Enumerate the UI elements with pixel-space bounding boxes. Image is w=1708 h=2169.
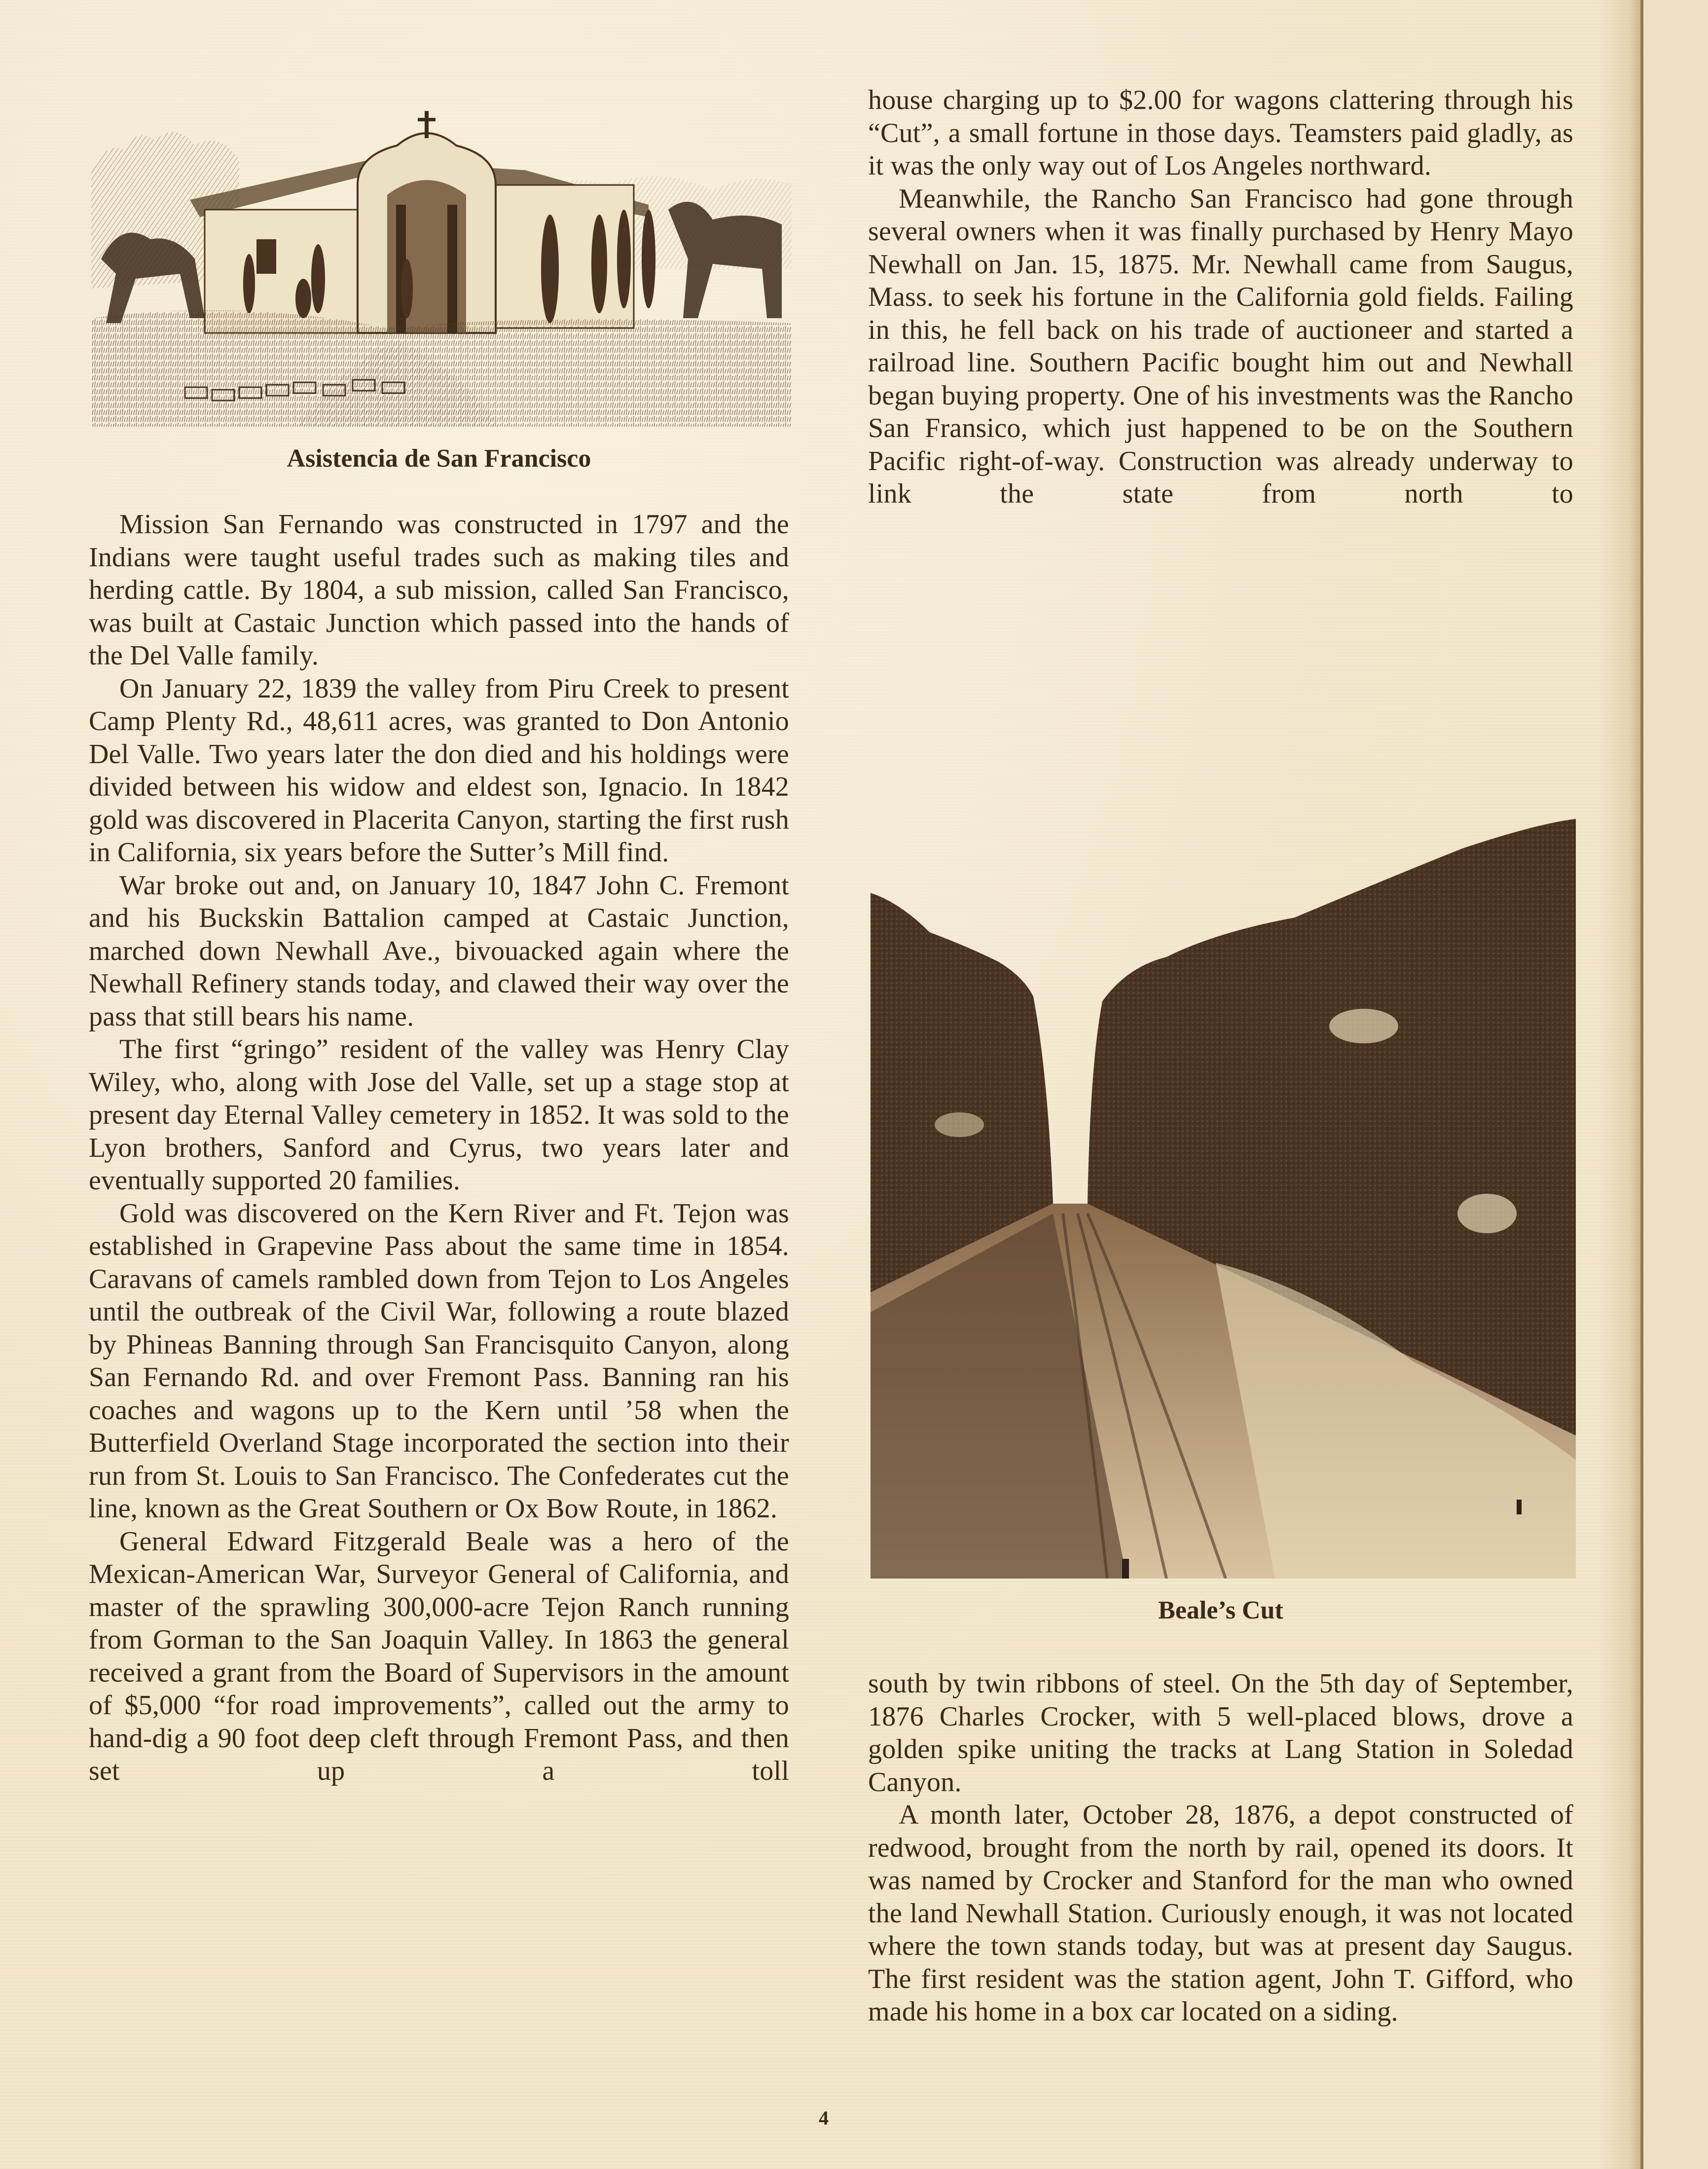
page-fold-shadow xyxy=(1598,0,1642,2169)
paragraph: Meanwhile, the Rancho San Francisco had gone through several owners when it was finally purchased by Henry Mayo Newhall on Jan. 15, 1875. Mr. Newhall came from Saugus, Mass. to seek his fortune in the California gold fields. Failing in this, he fell back on his trade of auctioneer and started a railroad line. Southern Pacific bought him out and Newhall began buying property. One of his investments was the Rancho San Fransico, which just happened to be on the Southern Pacific right-of-way. Construction was already underway to link the state from north to xyxy=(868,183,1573,509)
right-column-bottom-text xyxy=(868,1667,1573,2028)
cross-icon xyxy=(425,111,429,138)
paragraph: On January 22, 1839 the valley from Piru Creek to present Camp Plenty Rd., 48,611 acres, was granted to Don Antonio Del Valle. Two years later the don died and his holdings were divided between his widow and eldest son, Ignacio. In 1842 gold was discovered in Placerita Canyon, starting the first rush in California, six years before the Sutter’s Mill find. xyxy=(89,673,789,868)
right-column-top-text xyxy=(868,84,1573,511)
paragraph: The first “gringo” resident of the valley was Henry Clay Wiley, who, along with Jose del Valle, set up a stage stop at present day Eternal Valley cemetery in 1852. It was sold to the Lyon brothers, Sanford and Cyrus, two years later and eventually supported 20 families. xyxy=(89,1034,789,1196)
figure-in-cut xyxy=(1122,1559,1129,1579)
paragraph: War broke out and, on January 10, 1847 John C. Fremont and his Buckskin Battalion camped at Castaic Junction, marched down Newhall Ave., bivouacked again where the Newhall Refinery stands today, and clawed their way over the pass that still bears his name. xyxy=(89,870,789,1032)
paragraph: A month later, October 28, 1876, a depot constructed of redwood, brought from the north by rail, opened its doors. It was named by Crocker and Stanford for the man who owned the land Newhall Station. Curiously enough, it was not located where the town stands today, but was at present day Saugus. The first resident was the station agent, John T. Gifford, who made his home in a box car located on a siding. xyxy=(868,1800,1573,2027)
figure-caption-mission: Asistencia de San Francisco xyxy=(287,444,591,473)
beales-cut-photograph xyxy=(871,819,1576,1579)
paragraph: Mission San Fernando was constructed in 1797 and the Indians were taught useful trades such as making tiles and herding cattle. By 1804, a sub mission, called San Francisco, was built at Castaic Junction which passed into the hands of the Del Valle family. xyxy=(89,509,789,671)
paragraph: Gold was discovered on the Kern River and Ft. Tejon was established in Grapevine Pass about the same time in 1854. Caravans of camels rambled down from Tejon to Los Angeles until the outbreak of the Civil War, following a route blazed by Phineas Banning through San Francisquito Canyon, along San Fernando Rd. and over Fremont Pass. Banning ran his coaches and wagons up to the Kern until ’58 when the Butterfield Overland Stage incorporated the section into their run from St. Louis to San Francisco. The Confederates cut the line, known as the Great Southern or Ox Bow Route, in 1862. xyxy=(89,1198,789,1524)
paragraph: south by twin ribbons of steel. On the 5th day of September, 1876 Charles Crocker, with 5 well-placed blows, drove a golden spike uniting the tracks at Lang Station in Soledad Canyon. xyxy=(868,1668,1573,1798)
page-number: 4 xyxy=(819,2107,829,2129)
paragraph: General Edward Fitzgerald Beale was a hero of the Mexican-American War, Surveyor General of California, and master of the sprawling 300,000-acre Tejon Ranch running from Gorman to the San Joaquin Valley. In 1863 the general received a grant from the Board of Supervisors in the amount of $5,000 “for road improvements”, called out the army to hand-dig a 90 foot deep cleft through Fremont Pass, and then set up a toll xyxy=(89,1526,789,1786)
facing-page-edge xyxy=(1643,0,1708,2169)
mission-sketch-illustration xyxy=(91,111,792,427)
paragraph: house charging up to $2.00 for wagons clattering through his “Cut”, a small fortune in those days. Teamsters paid gladly, as it was the only way out of Los Angeles northward. xyxy=(868,85,1573,181)
chapel-wall-right xyxy=(496,185,634,328)
left-column-text xyxy=(89,508,789,1788)
chapel-window xyxy=(256,239,276,274)
figure-caption-beales-cut: Beale’s Cut xyxy=(1158,1596,1283,1624)
